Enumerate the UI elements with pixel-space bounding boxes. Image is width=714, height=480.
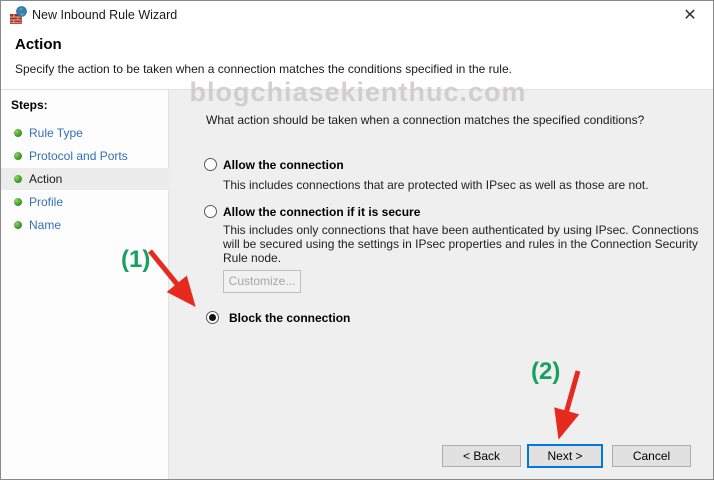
radio-allow-if-secure-label[interactable]: Allow the connection if it is secure — [223, 205, 421, 219]
customize-button[interactable]: Customize... — [223, 270, 301, 293]
page-subtitle: Specify the action to be taken when a connection matches the conditions specified in the rule. — [15, 62, 512, 76]
wizard-header — [1, 29, 713, 90]
radio-block-label[interactable]: Block the connection — [229, 311, 351, 325]
sidebar-item-label: Profile — [29, 195, 64, 209]
page-title: Action — [15, 36, 62, 53]
sidebar-item-label: Name — [29, 218, 62, 232]
sidebar-item-label: Rule Type — [29, 126, 83, 140]
step-bullet-icon — [14, 221, 22, 229]
sidebar-item-rule-type[interactable] — [1, 122, 169, 144]
sidebar-item-action[interactable] — [1, 168, 169, 190]
radio-allow-label[interactable]: Allow the connection — [223, 158, 344, 172]
question-text: What action should be taken when a connection matches the specified conditions? — [206, 113, 645, 127]
close-button[interactable]: ✕ — [683, 7, 697, 24]
radio-allow-if-secure-description: This includes only connections that have been authenticated by using IPsec. Connections will be secured using the settings in IPsec properties and rules in the Connection Security Rule node. — [223, 223, 699, 265]
step-bullet-icon — [14, 175, 22, 183]
radio-allow-if-secure[interactable] — [204, 205, 217, 218]
step-bullet-icon — [14, 129, 22, 137]
steps-sidebar — [1, 90, 169, 480]
sidebar-item-name[interactable] — [1, 214, 169, 236]
next-button[interactable]: Next > — [527, 444, 603, 468]
back-button[interactable]: < Back — [442, 445, 521, 467]
annotation-step1-label: (1) — [121, 246, 151, 273]
sidebar-item-protocol-and-ports[interactable] — [1, 145, 169, 167]
sidebar-item-label: Action — [29, 172, 63, 186]
radio-allow-description: This includes connections that are protected with IPsec as well as those are not. — [223, 178, 649, 192]
annotation-step2-label: (2) — [531, 358, 561, 385]
step-bullet-icon — [14, 152, 22, 160]
wizard-body — [1, 90, 714, 480]
firewall-icon — [10, 6, 28, 24]
cancel-button[interactable]: Cancel — [612, 445, 691, 467]
sidebar-item-profile[interactable] — [1, 191, 169, 213]
window-titlebar — [1, 1, 713, 29]
window-title: New Inbound Rule Wizard — [32, 8, 178, 22]
steps-heading: Steps: — [11, 98, 48, 112]
radio-block-the-connection[interactable] — [206, 311, 219, 324]
radio-allow-the-connection[interactable] — [204, 158, 217, 171]
step-bullet-icon — [14, 198, 22, 206]
watermark: blogchiasekienthuc.com — [189, 77, 527, 107]
sidebar-item-label: Protocol and Ports — [29, 149, 128, 163]
